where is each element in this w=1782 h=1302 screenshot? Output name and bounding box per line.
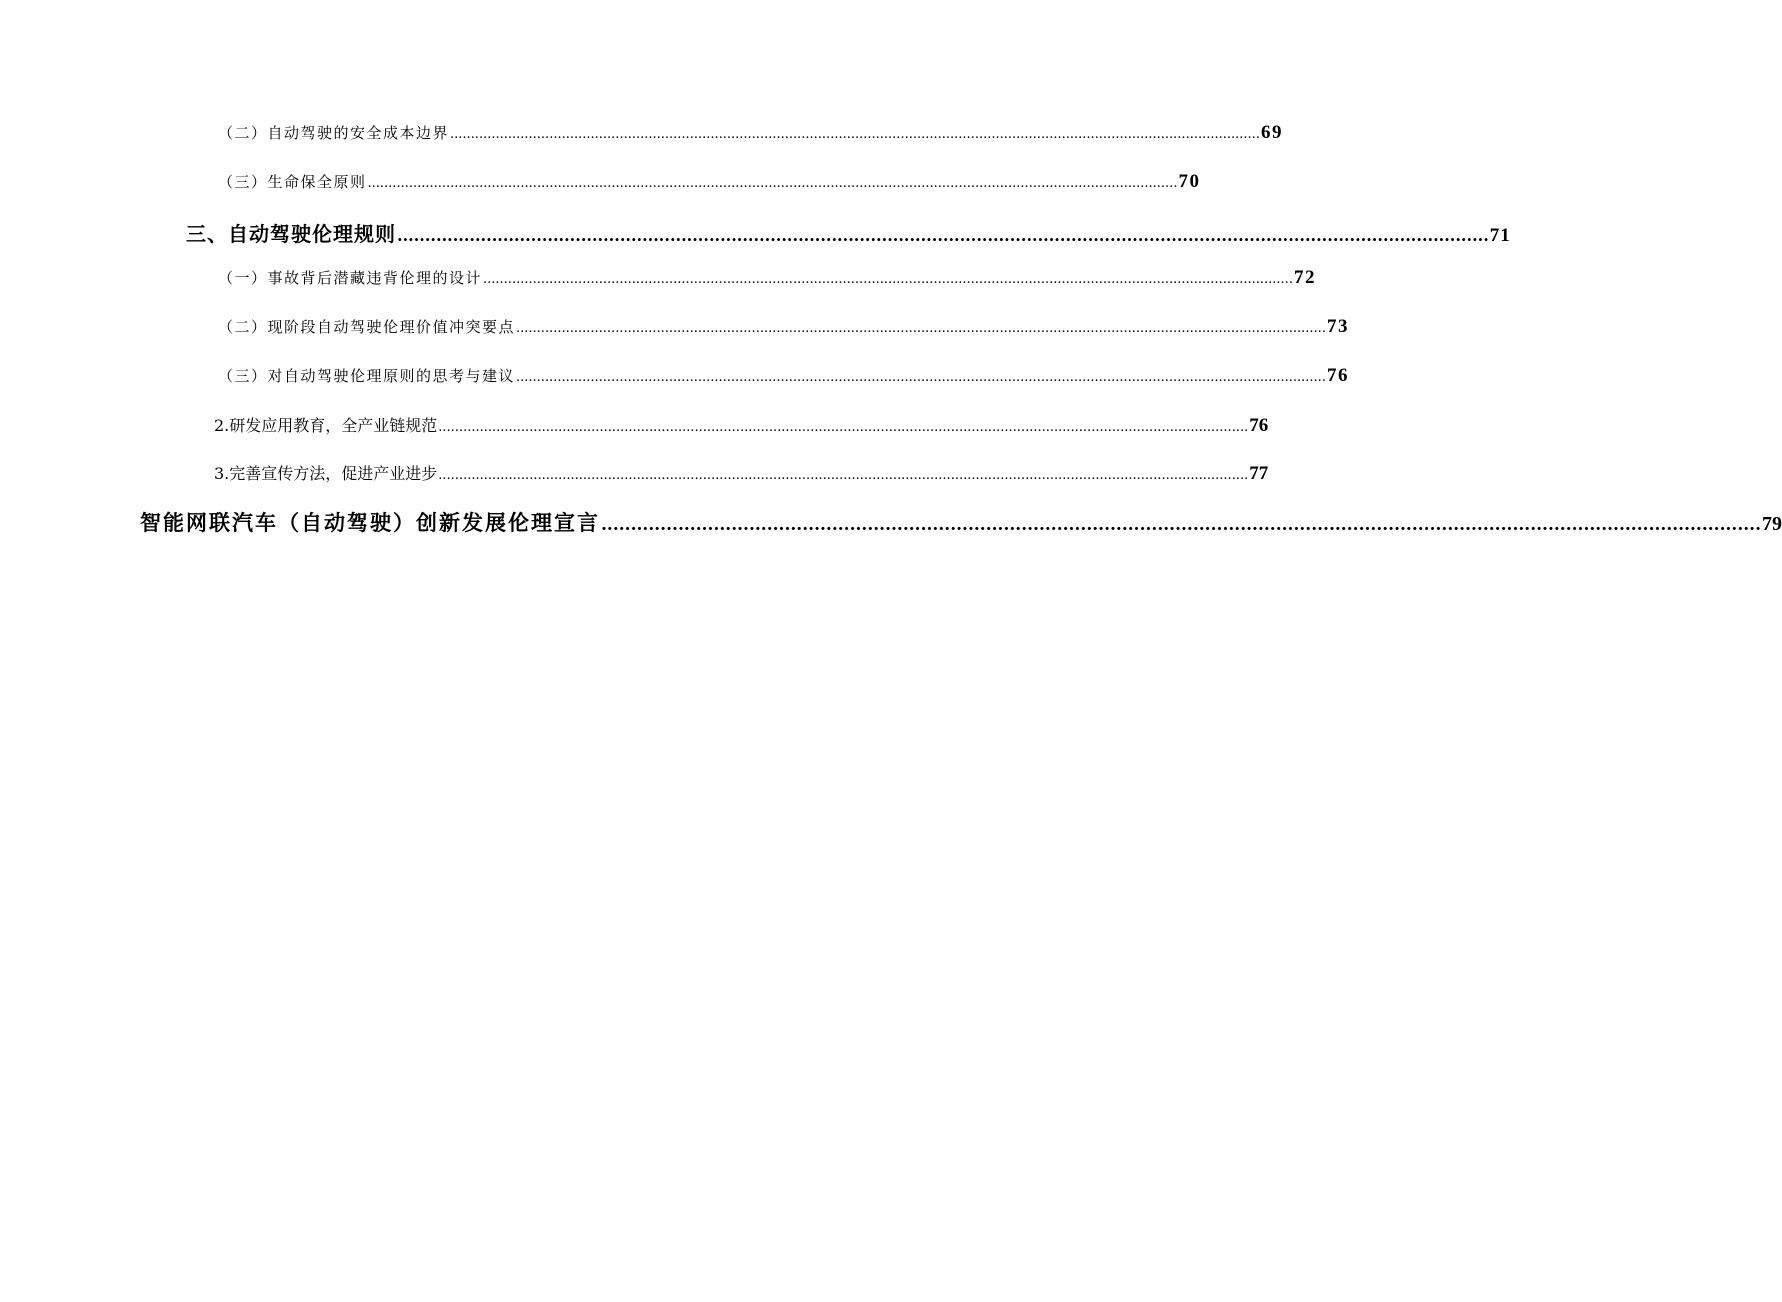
toc-page-number: 79 (1762, 513, 1782, 535)
toc-leader-dots: .................................................................................................................................................................................................... (483, 272, 1293, 287)
toc-entry-title: （一）事故背后潜藏违背伦理的设计 (218, 269, 483, 287)
toc-entry-title: 三、自动驾驶伦理规则 (186, 222, 396, 246)
toc-leader-dots: .................................................................................................................................................................................................... (438, 468, 1249, 483)
toc-page-number: 71 (1489, 225, 1511, 246)
toc-entry[interactable] (218, 171, 1201, 193)
toc-entry-title: （二）现阶段自动驾驶伦理价值冲突要点 (218, 318, 516, 336)
toc-leader-dots: .................................................................................................................................................................................................... (397, 226, 1489, 245)
toc-entry-title: 智能网联汽车（自动驾驶）创新发展伦理宣言 (140, 510, 600, 535)
toc-chapter-entry[interactable] (140, 507, 1782, 537)
toc-page-number: 73 (1326, 316, 1349, 337)
toc-leader-dots: .................................................................................................................................................................................................... (601, 515, 1762, 535)
toc-entry-title: （三）对自动驾驶伦理原则的思考与建议 (218, 367, 516, 385)
toc-leader-dots: .................................................................................................................................................................................................... (367, 176, 1178, 191)
toc-leader-dots: .................................................................................................................................................................................................... (450, 127, 1260, 142)
toc-entry[interactable] (218, 316, 1349, 338)
toc-page-number: 76 (1326, 365, 1349, 386)
toc-page-number: 69 (1260, 122, 1283, 143)
toc-leader-dots: .................................................................................................................................................................................................... (516, 321, 1326, 336)
toc-entry[interactable] (218, 122, 1283, 144)
toc-entry[interactable] (218, 365, 1349, 387)
toc-entry-title: （三）生命保全原则 (218, 173, 367, 191)
toc-entry[interactable] (214, 461, 1269, 485)
toc-section-entry[interactable] (186, 218, 1511, 247)
toc-entry-title: （二）自动驾驶的安全成本边界 (218, 124, 450, 142)
toc-leader-dots: .................................................................................................................................................................................................... (516, 370, 1326, 385)
toc-page-number: 77 (1249, 463, 1269, 484)
toc-page-number: 72 (1293, 267, 1316, 288)
toc-entry[interactable] (214, 413, 1269, 437)
toc-page-number: 70 (1178, 171, 1201, 192)
toc-leader-dots: .................................................................................................................................................................................................... (438, 420, 1249, 435)
toc-entry-title: 2.研发应用教育，全产业链规范 (214, 416, 438, 435)
toc-page-number: 76 (1249, 415, 1269, 436)
toc-entry[interactable] (218, 267, 1316, 289)
toc-entry-title: 3.完善宣传方法，促进产业进步 (214, 464, 438, 483)
